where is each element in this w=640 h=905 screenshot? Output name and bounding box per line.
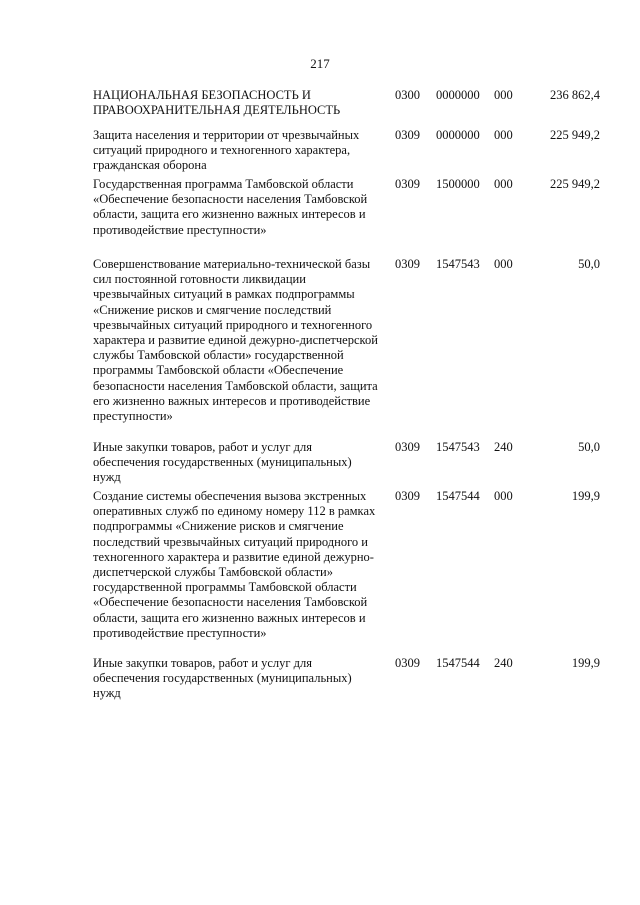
row-description: Иные закупки товаров, работ и услуг для обеспечения государственных (муниципальных) нужд xyxy=(93,440,352,485)
target-code: 1547544 xyxy=(436,489,480,503)
section-code: 0309 xyxy=(395,257,420,271)
section-code: 0309 xyxy=(395,177,420,191)
section-code: 0309 xyxy=(395,656,420,670)
row-amount: 225 949,2 xyxy=(550,177,600,191)
table-row xyxy=(0,656,640,705)
row-description: НАЦИОНАЛЬНАЯ БЕЗОПАСНОСТЬ И ПРАВООХРАНИТЕЛЬНАЯ ДЕЯТЕЛЬНОСТЬ xyxy=(93,88,341,118)
section-code: 0309 xyxy=(395,440,420,454)
row-description: Государственная программа Тамбовской области «Обеспечение безопасности населения Тамбовской области, защита его жизненно важных интересов и противодействие преступности» xyxy=(93,177,368,237)
section-code: 0309 xyxy=(395,128,420,142)
budget-table xyxy=(0,88,640,705)
expense-type-code: 000 xyxy=(494,128,513,142)
row-amount: 50,0 xyxy=(578,257,600,271)
target-code: 0000000 xyxy=(436,128,480,142)
target-code: 0000000 xyxy=(436,88,480,102)
target-code: 1547543 xyxy=(436,440,480,454)
table-row xyxy=(0,440,640,489)
table-row xyxy=(0,128,640,177)
table-row xyxy=(0,88,640,128)
section-code: 0309 xyxy=(395,489,420,503)
table-row xyxy=(0,177,640,257)
expense-type-code: 000 xyxy=(494,257,513,271)
expense-type-code: 000 xyxy=(494,489,513,503)
expense-type-code: 240 xyxy=(494,656,513,670)
row-description: Защита населения и территории от чрезвычайных ситуаций природного и техногенного характера, гражданская оборона xyxy=(93,128,360,173)
target-code: 1547543 xyxy=(436,257,480,271)
row-amount: 50,0 xyxy=(578,440,600,454)
row-amount: 199,9 xyxy=(571,489,600,503)
row-description: Иные закупки товаров, работ и услуг для обеспечения государственных (муниципальных) нужд xyxy=(93,656,352,701)
expense-type-code: 000 xyxy=(494,177,513,191)
row-description: Создание системы обеспечения вызова экстренных оперативных служб по единому номеру 112 в рамках подпрограммы «Снижение рисков и смягчение последствий чрезвычайных ситуаций природного и техногенного характера и развитие единой дежурно-диспетчерской службы Тамбовской области» государственной программы Тамбовской области «Обеспечение безопасности населения Тамбовской области, защита его жизненно важных интересов и противодействие преступности» xyxy=(93,489,376,640)
expense-type-code: 240 xyxy=(494,440,513,454)
target-code: 1547544 xyxy=(436,656,480,670)
row-amount: 199,9 xyxy=(571,656,600,670)
row-description: Совершенствование материально-технической базы сил постоянной готовности ликвидации чрезвычайных ситуаций в рамках подпрограммы «Снижение рисков и смягчение последствий чрезвычайных ситуаций природного и техногенного характера и развитие единой дежурно-диспетчерской службы Тамбовской области» государственной программы Тамбовской области «Обеспечение безопасности населения Тамбовской области, защита его жизненно важных интересов и противодействие преступности» xyxy=(93,257,378,424)
section-code: 0300 xyxy=(395,88,420,102)
page-number: 217 xyxy=(310,56,330,71)
row-amount: 236 862,4 xyxy=(550,88,600,102)
expense-type-code: 000 xyxy=(494,88,513,102)
target-code: 1500000 xyxy=(436,177,480,191)
row-amount: 225 949,2 xyxy=(550,128,600,142)
table-row xyxy=(0,489,640,656)
table-row xyxy=(0,257,640,440)
